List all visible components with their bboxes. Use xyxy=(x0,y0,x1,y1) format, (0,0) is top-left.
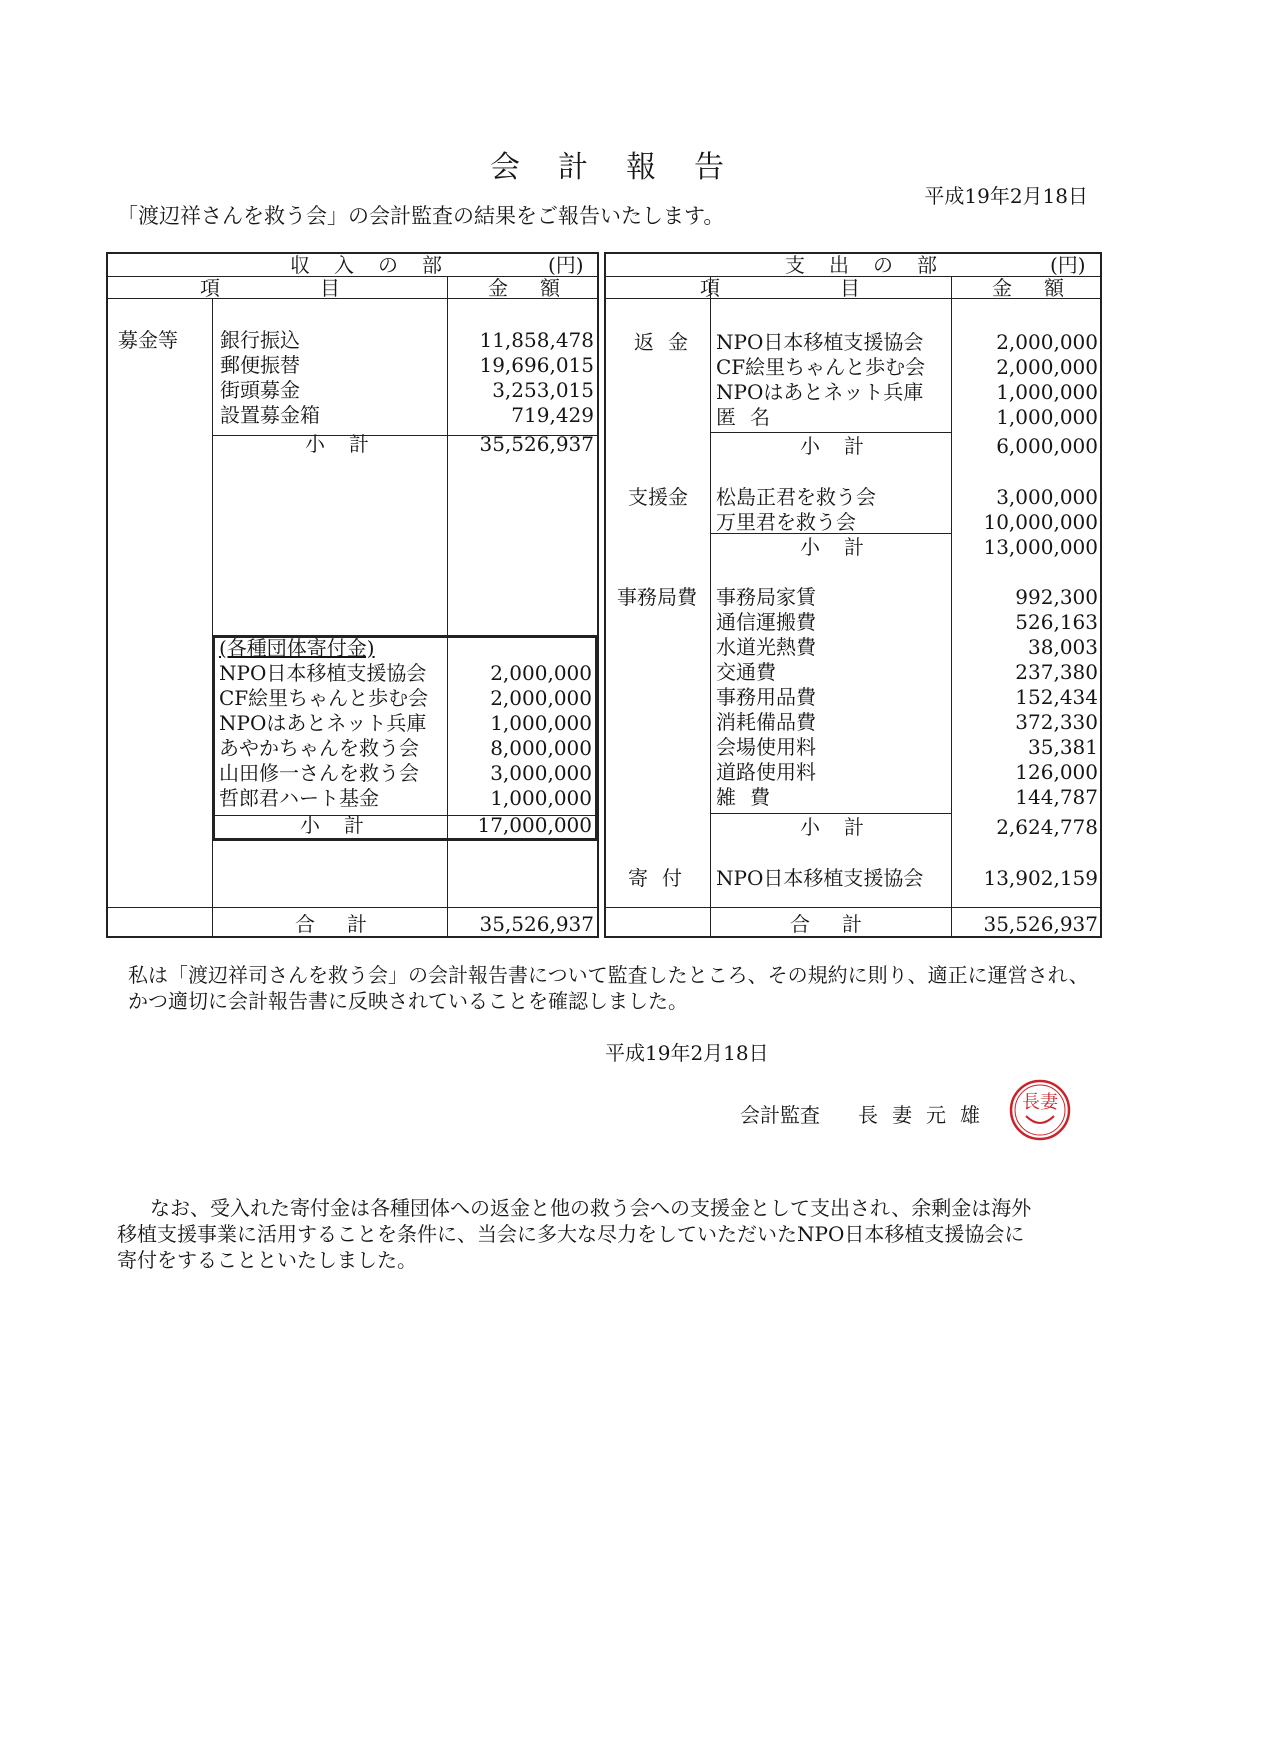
expense-subtotal-label: 小計 xyxy=(800,815,888,839)
auditor-seal-icon xyxy=(1008,1078,1072,1142)
expense-row-label: CF絵里ちゃんと歩む会 xyxy=(716,355,926,379)
audit-date: 平成19年2月18日 xyxy=(605,1041,769,1065)
expense-row-amount: 38,003 xyxy=(1028,635,1098,659)
expense-row-label: 匿名 xyxy=(716,405,784,429)
donation-row-label: 哲郎君ハート基金 xyxy=(219,786,379,810)
expense-row-amount: 2,000,000 xyxy=(996,330,1098,354)
expense-row-amount: 526,163 xyxy=(1015,610,1098,634)
expense-row-label: 事務用品費 xyxy=(716,685,816,709)
income-row-label: 銀行振込 xyxy=(220,328,300,352)
donation-row-label: NPO日本移植支援協会 xyxy=(219,661,427,685)
expense-total-label: 合計 xyxy=(790,912,894,936)
expense-subtotal-label: 小計 xyxy=(800,434,888,458)
expense-row-amount: 10,000,000 xyxy=(983,510,1098,534)
report-date: 平成19年2月18日 xyxy=(924,184,1088,208)
income-row-label: 街頭募金 xyxy=(220,378,300,402)
income-subtotal-amount: 35,526,937 xyxy=(479,432,594,456)
expense-row-amount: 992,300 xyxy=(1015,585,1098,609)
income-total-label: 合計 xyxy=(295,912,399,936)
expense-col-item: 項目 xyxy=(700,276,980,300)
donation-row-amount: 1,000,000 xyxy=(490,786,592,810)
donation-row-amount: 1,000,000 xyxy=(490,711,592,735)
income-row-label: 郵便振替 xyxy=(220,353,300,377)
donation-row-amount: 3,000,000 xyxy=(490,761,592,785)
expense-row-amount: 35,381 xyxy=(1028,735,1098,759)
expense-row-label: 松島正君を救う会 xyxy=(716,485,876,509)
donation-row-label: CF絵里ちゃんと歩む会 xyxy=(219,686,429,710)
document-title: 会計報告 xyxy=(490,150,762,185)
intro-text: 「渡辺祥さんを救う会」の会計監査の結果をご報告いたします。 xyxy=(117,204,725,228)
income-category: 募金等 xyxy=(118,328,178,352)
expense-row-amount: 2,000,000 xyxy=(996,355,1098,379)
expense-subtotal-label: 小計 xyxy=(800,535,888,559)
expense-row-label: 事務局家賃 xyxy=(716,585,816,609)
expense-row-label: NPOはあとネット兵庫 xyxy=(716,380,924,404)
income-row-amount: 11,858,478 xyxy=(479,328,594,352)
note-line-3: 寄付をすることといたしました。 xyxy=(117,1248,417,1272)
note-line-2: 移植支援事業に活用することを条件に、当会に多大な尽力をしていただいたNPO日本移植支援協会に xyxy=(117,1222,1025,1246)
expense-category: 返金 xyxy=(634,330,702,354)
expense-col-amount: 金額 xyxy=(992,276,1096,300)
expense-row-label: 雑費 xyxy=(716,785,784,809)
expense-row-label: 消耗備品費 xyxy=(716,710,816,734)
income-col-item: 項目 xyxy=(200,276,440,300)
expense-row-amount: 3,000,000 xyxy=(996,485,1098,509)
expense-category: 支援金 xyxy=(628,485,688,509)
expense-row-amount: 13,902,159 xyxy=(983,866,1098,890)
expense-category: 事務局費 xyxy=(617,585,697,609)
expense-row-amount: 152,434 xyxy=(1015,685,1098,709)
expense-subtotal-amount: 13,000,000 xyxy=(983,535,1098,559)
expense-row-amount: 144,787 xyxy=(1015,785,1098,809)
income-row-amount: 19,696,015 xyxy=(479,353,594,377)
expense-row-amount: 126,000 xyxy=(1015,760,1098,784)
expense-total-amount: 35,526,937 xyxy=(983,912,1098,936)
expense-row-amount: 1,000,000 xyxy=(996,405,1098,429)
expense-category: 寄付 xyxy=(628,866,696,890)
seal-text: 長妻 xyxy=(1022,1092,1058,1113)
expense-row-label: 道路使用料 xyxy=(716,760,816,784)
income-col-amount: 金額 xyxy=(488,276,592,300)
expense-row-amount: 372,330 xyxy=(1015,710,1098,734)
auditor-title: 会計監査 xyxy=(740,1103,820,1127)
donation-row-amount: 2,000,000 xyxy=(490,661,592,685)
expense-row-label: 水道光熱費 xyxy=(716,635,816,659)
donations-subtotal-label: 小計 xyxy=(300,813,388,837)
expense-row-label: 万里君を救う会 xyxy=(716,510,856,534)
income-header: 収入の部 xyxy=(290,253,466,277)
expense-subtotal-amount: 2,624,778 xyxy=(996,815,1098,839)
audit-statement-line-2: かつ適切に会計報告書に反映されていることを確認しました。 xyxy=(128,989,688,1013)
expense-row-amount: 1,000,000 xyxy=(996,380,1098,404)
expense-row-label: 会場使用料 xyxy=(716,735,816,759)
donation-row-label: あやかちゃんを救う会 xyxy=(219,736,419,760)
expense-row-label: NPO日本移植支援協会 xyxy=(716,330,924,354)
expense-row-amount: 237,380 xyxy=(1015,660,1098,684)
expense-row-label: NPO日本移植支援協会 xyxy=(716,866,924,890)
expense-subtotal-amount: 6,000,000 xyxy=(996,434,1098,458)
audit-statement-line-1: 私は「渡辺祥司さんを救う会」の会計報告書について監査したところ、その規約に則り、適正に運営され、 xyxy=(128,963,1089,987)
income-subtotal-label: 小計 xyxy=(305,432,393,456)
income-unit: (円) xyxy=(548,253,584,277)
donation-row-label: NPOはあとネット兵庫 xyxy=(219,711,427,735)
donations-title: (各種団体寄付金) xyxy=(219,636,375,660)
donations-subtotal-amount: 17,000,000 xyxy=(477,813,592,837)
income-row-label: 設置募金箱 xyxy=(220,403,320,427)
auditor-name: 長妻元雄 xyxy=(858,1103,994,1127)
income-row-amount: 3,253,015 xyxy=(492,378,594,402)
donation-row-label: 山田修一さんを救う会 xyxy=(219,761,419,785)
expense-row-label: 通信運搬費 xyxy=(716,610,816,634)
expense-header: 支出の部 xyxy=(785,253,961,277)
income-total-amount: 35,526,937 xyxy=(479,912,594,936)
expense-unit: (円) xyxy=(1050,253,1086,277)
donation-row-amount: 2,000,000 xyxy=(490,686,592,710)
donation-row-amount: 8,000,000 xyxy=(490,736,592,760)
income-row-amount: 719,429 xyxy=(511,403,594,427)
note-line-1: なお、受入れた寄付金は各種団体への返金と他の救う会への支援金として支出され、余剰金は海外 xyxy=(150,1196,1032,1220)
expense-row-label: 交通費 xyxy=(716,660,776,684)
